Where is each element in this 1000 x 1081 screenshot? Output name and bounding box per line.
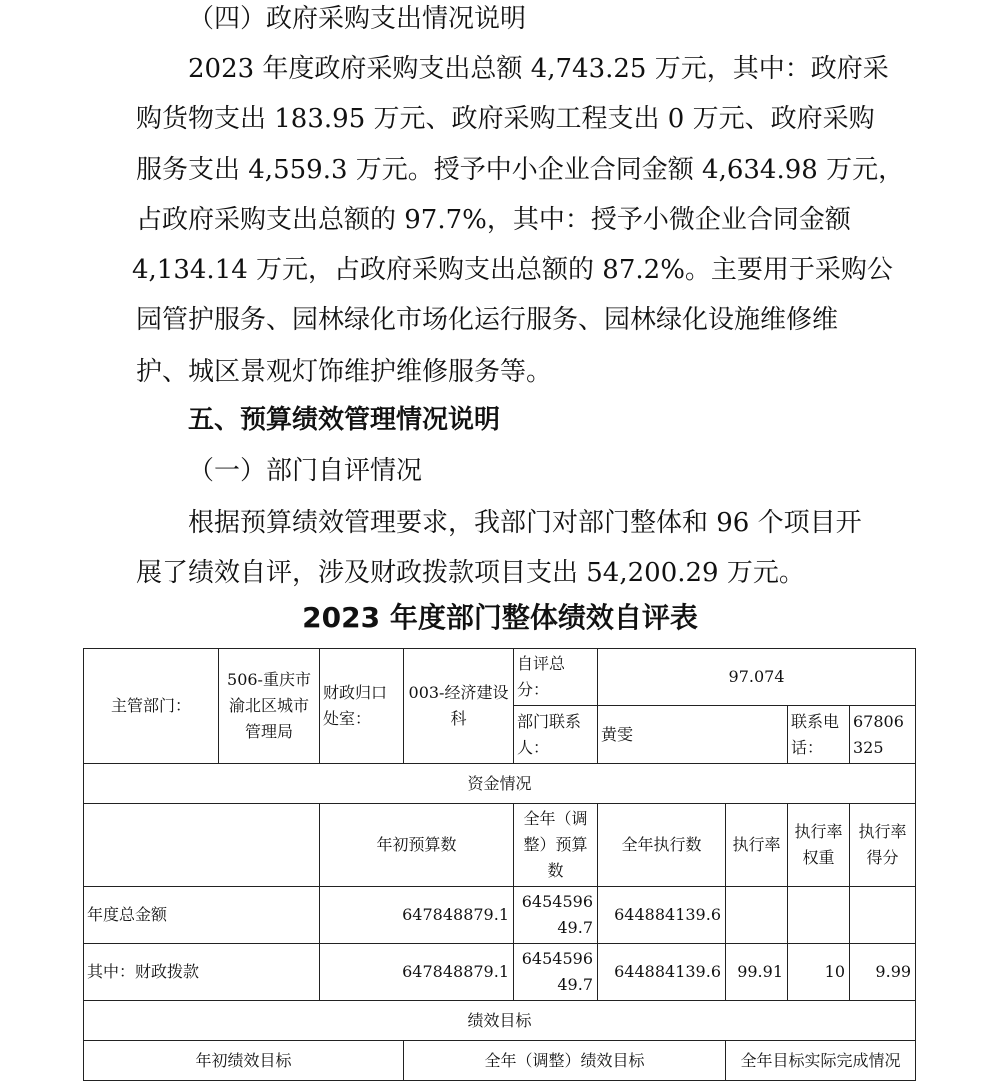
performance-self-evaluation-table [83, 648, 916, 1081]
funds-section-header: 资金情况 [84, 764, 916, 804]
paragraph-line: 根据预算绩效管理要求，我部门对部门整体和 96 个项目开 [188, 508, 862, 538]
cell-initial: 647848879.1 [320, 944, 514, 1001]
cell-weight [788, 887, 850, 944]
col-rate-score: 执行率得分 [850, 804, 916, 887]
table-row [84, 887, 916, 944]
table-row [84, 944, 916, 1001]
goal-adjusted-header: 全年（调整）绩效目标 [404, 1041, 726, 1081]
table-title: 2023 年度部门整体绩效自评表 [302, 601, 698, 634]
paragraph-line: 护、城区景观灯饰维护维修服务等。 [136, 357, 553, 387]
col-executed: 全年执行数 [598, 804, 726, 887]
cell-weight: 10 [788, 944, 850, 1001]
paragraph-line: 购货物支出 183.95 万元、政府采购工程支出 0 万元、政府采购 [136, 104, 875, 134]
paragraph-line: 4,134.14 万元，占政府采购支出总额的 87.2%。主要用于采购公 [132, 255, 893, 285]
goal-actual-header: 全年目标实际完成情况 [726, 1041, 916, 1081]
contact-person-value: 黄雯 [598, 706, 788, 764]
cell-executed: 644884139.6 [598, 944, 726, 1001]
cell-adjusted: 645459649.7 [514, 887, 598, 944]
section-heading-budget-performance: 五、预算绩效管理情况说明 [188, 405, 501, 435]
contact-phone-label: 联系电话： [788, 706, 850, 764]
self-score-label: 自评总分： [514, 649, 598, 706]
paragraph-line: 2023 年度政府采购支出总额 4,743.25 万元，其中：政府采 [188, 54, 889, 84]
cell-executed: 644884139.6 [598, 887, 726, 944]
contact-person-label: 部门联系人： [514, 706, 598, 764]
row-label: 年度总金额 [84, 887, 320, 944]
col-initial-budget: 年初预算数 [320, 804, 514, 887]
col-rate-weight: 执行率权重 [788, 804, 850, 887]
dept-label: 主管部门： [84, 649, 219, 764]
finance-office-value: 003-经济建设科 [404, 649, 514, 764]
row-label: 其中：财政拨款 [84, 944, 320, 1001]
cell-score: 9.99 [850, 944, 916, 1001]
section-heading-government-procurement: （四）政府采购支出情况说明 [188, 4, 527, 34]
cell-rate [726, 887, 788, 944]
goal-initial-header: 年初绩效目标 [84, 1041, 404, 1081]
paragraph-line: 服务支出 4,559.3 万元。授予中小企业合同金额 4,634.98 万元， [136, 155, 905, 185]
cell-score [850, 887, 916, 944]
paragraph-line: 园管护服务、园林绿化市场化运行服务、园林绿化设施维修维 [136, 305, 839, 335]
goals-section-header: 绩效目标 [84, 1001, 916, 1041]
col-execution-rate: 执行率 [726, 804, 788, 887]
paragraph-line: 展了绩效自评，涉及财政拨款项目支出 54,200.29 万元。 [136, 558, 805, 588]
self-score-value: 97.074 [598, 649, 916, 706]
subsection-heading-self-evaluation: （一）部门自评情况 [188, 456, 423, 486]
col-adjusted-budget: 全年（调整）预算数 [514, 804, 598, 887]
cell-rate: 99.91 [726, 944, 788, 1001]
dept-value: 506-重庆市渝北区城市管理局 [219, 649, 320, 764]
paragraph-line: 占政府采购支出总额的 97.7%，其中：授予小微企业合同金额 [136, 205, 851, 235]
finance-office-label: 财政归口处室： [320, 649, 404, 764]
cell-adjusted: 645459649.7 [514, 944, 598, 1001]
contact-phone-value: 67806325 [850, 706, 916, 764]
cell-initial: 647848879.1 [320, 887, 514, 944]
funds-blank-header [84, 804, 320, 887]
